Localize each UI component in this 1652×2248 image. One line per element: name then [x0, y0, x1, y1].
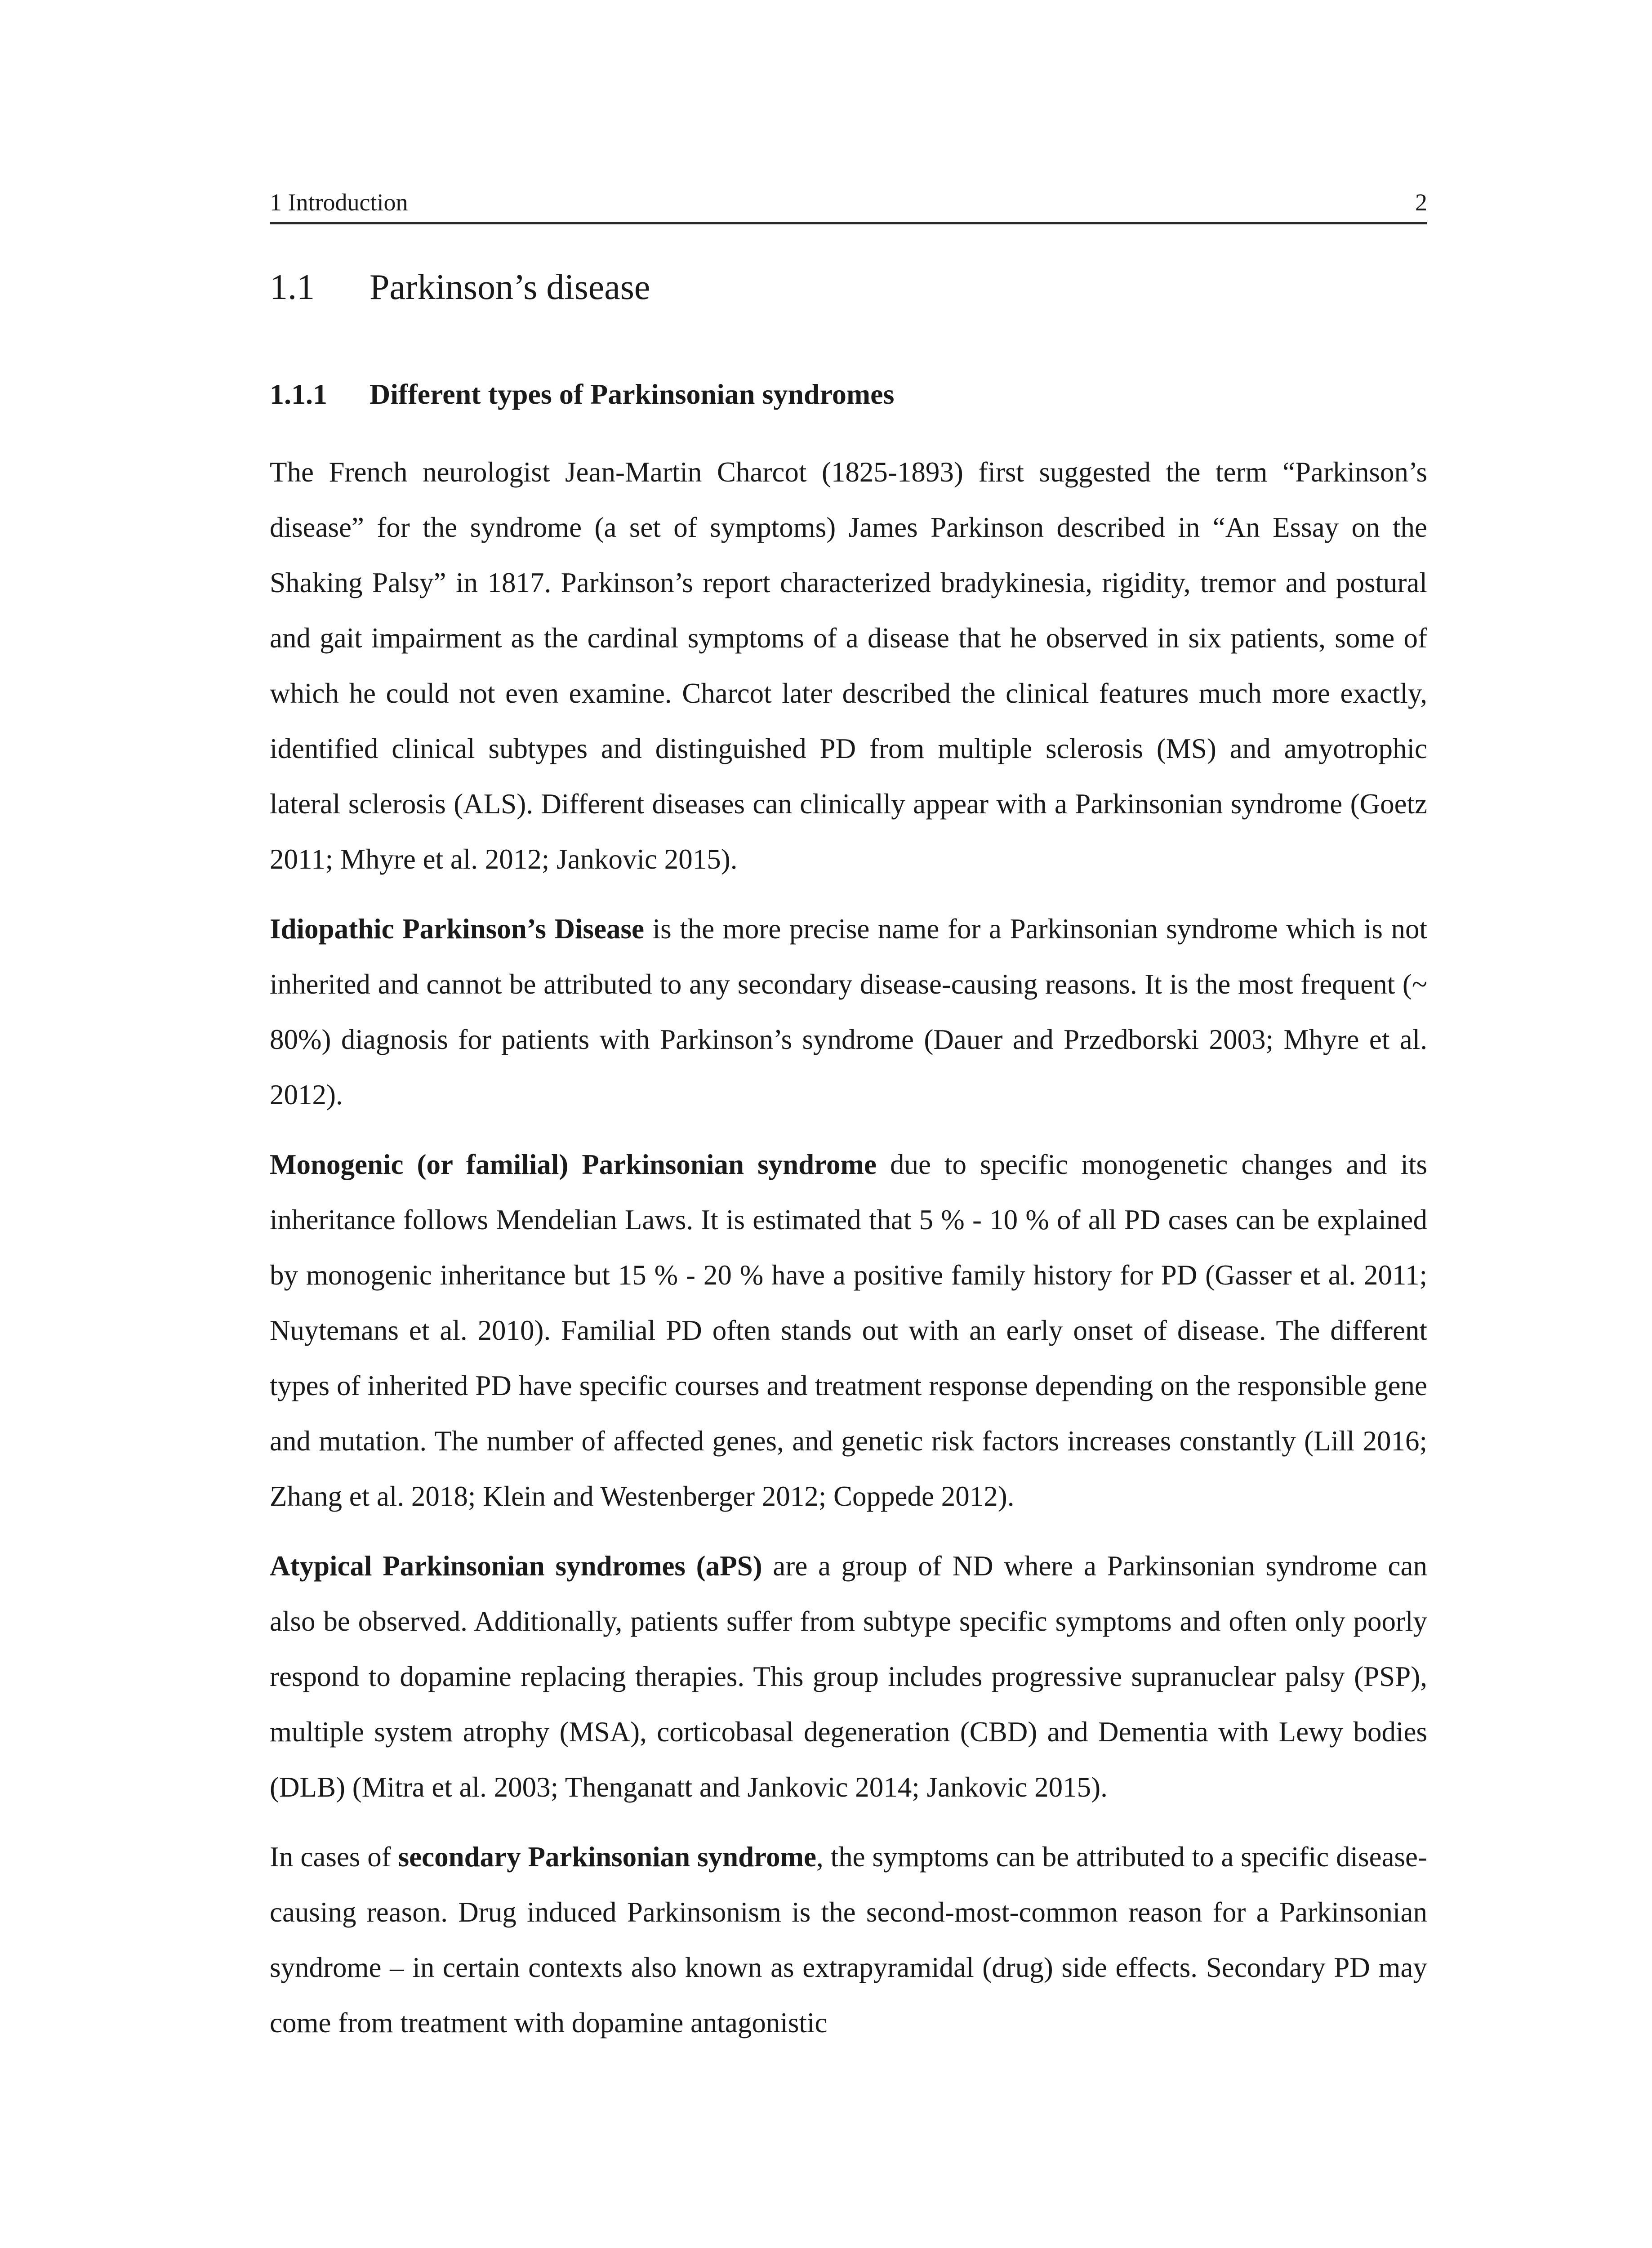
paragraph-idiopathic-pd — [270, 901, 1427, 1123]
chapter-label: 1 Introduction — [270, 189, 408, 216]
paragraph-atypical-ps — [270, 1539, 1427, 1815]
paragraph-text: is the more precise name for a Parkinsonian syndrome which is not inherited and cannot be attributed to any secondary disease-causing reasons. It is the most frequent (~ 80%) diagnosis for patients with Parkinson’s syndrome (Dauer and Przedborski 2003; Mhyre et al. 2012). — [270, 913, 1427, 1111]
running-header — [270, 189, 1427, 224]
paragraph-monogenic-pd — [270, 1137, 1427, 1524]
subsection-title: Different types of Parkinsonian syndromes — [370, 378, 895, 410]
subsection-heading — [270, 376, 1427, 412]
section-number: 1.1 — [270, 268, 315, 307]
paragraph-text: The French neurologist Jean-Martin Charcot (1825-1893) first suggested the term “Parkinson’s disease” for the syndrome (a set of symptoms) James Parkinson described in “An Essay on the Shaking Palsy” in 1817. Parkinson’s report characterized bradykinesia, rigidity, tremor and postural and gait impairment as the cardinal symptoms of a disease that he observed in six patients, some of which he could not even examine. Charcot later described the clinical features much more exactly, identified clinical subtypes and distinguished PD from multiple sclerosis (MS) and amyotrophic lateral sclerosis (ALS). Different diseases can clinically appear with a Parkinsonian syndrome (Goetz 2011; Mhyre et al. 2012; Jankovic 2015). — [270, 456, 1427, 875]
paragraph-term: Monogenic (or familial) Parkinsonian syndrome — [270, 1149, 877, 1180]
paragraph-text: are a group of ND where a Parkinsonian syndrome can also be observed. Additionally, patients suffer from subtype specific symptoms and often only poorly respond to dopamine replacing therapies. This group includes progressive supranuclear palsy (PSP), multiple system atrophy (MSA), corticobasal degeneration (CBD) and Dementia with Lewy bodies (DLB) (Mitra et al. 2003; Thenganatt and Jankovic 2014; Jankovic 2015). — [270, 1550, 1427, 1803]
page-number: 2 — [1415, 189, 1427, 216]
paragraph-lead: In cases of — [270, 1841, 398, 1873]
section-heading — [270, 266, 1427, 309]
paragraph-term: Atypical Parkinsonian syndromes (aPS) — [270, 1550, 762, 1582]
paragraph-text: due to specific monogenetic changes and its inheritance follows Mendelian Laws. It is estimated that 5 % - 10 % of all PD cases can be explained by monogenic inheritance but 15 % - 20 % have a positive family history for PD (Gasser et al. 2011; Nuytemans et al. 2010). Familial PD often stands out with an early onset of disease. The different types of inherited PD have specific courses and treatment response depending on the responsible gene and mutation. The number of affected genes, and genetic risk factors increases constantly (Lill 2016; Zhang et al. 2018; Klein and Westenberger 2012; Coppede 2012). — [270, 1149, 1427, 1512]
paragraph-charcot-history — [270, 445, 1427, 887]
paragraph-term: Idiopathic Parkinson’s Disease — [270, 913, 645, 945]
paragraph-text: , the symptoms can be attributed to a specific disease-causing reason. Drug induced Parkinsonism is the second-most-common reason for a Parkinsonian syndrome – in certain contexts also known as extrapyramidal (drug) side effects. Secondary PD may come from treatment with dopamine antagonistic — [270, 1841, 1428, 2038]
paragraph-term: secondary Parkinsonian syndrome — [398, 1841, 816, 1873]
subsection-number: 1.1.1 — [270, 378, 327, 410]
paragraph-secondary-ps — [270, 1829, 1427, 2051]
section-title: Parkinson’s disease — [370, 268, 650, 307]
document-page — [270, 189, 1427, 2051]
